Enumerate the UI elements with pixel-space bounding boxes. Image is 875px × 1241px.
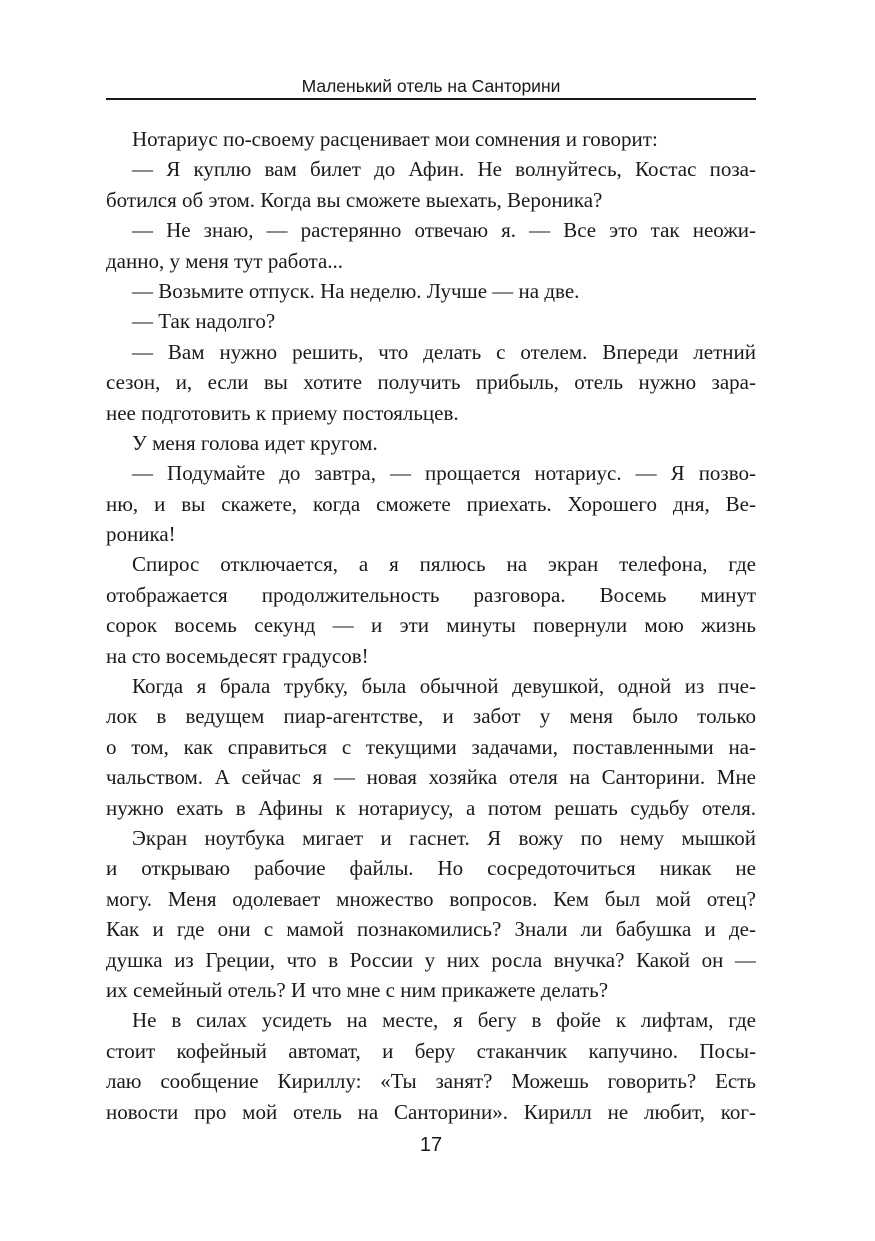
text-line: чальством. А сейчас я — новая хозяйка отеля на Санторини. Мне	[106, 765, 756, 790]
text-line: Когда я брала трубку, была обычной девушкой, одной из пче-	[132, 674, 756, 699]
page-number: 17	[419, 1134, 443, 1156]
text-line: Не в силах усидеть на месте, я бегу в фойе к лифтам, где	[132, 1008, 756, 1033]
text-line: — Я куплю вам билет до Афин. Не волнуйтесь, Костас поза-	[132, 157, 756, 182]
text-line: — Так надолго?	[132, 309, 276, 334]
text-line: — Подумайте до завтра, — прощается нотариус. — Я позво-	[132, 461, 756, 486]
text-line: сезон, и, если вы хотите получить прибыль, отель нужно зара-	[106, 370, 756, 395]
text-line: и открываю рабочие файлы. Но сосредоточиться никак не	[106, 856, 756, 881]
running-title: Маленький отель на Санторини	[301, 76, 561, 96]
text-line: сорок восемь секунд — и эти минуты повернули мою жизнь	[106, 613, 756, 638]
text-line: У меня голова идет кругом.	[132, 430, 378, 455]
text-line: о том, как справиться с текущими задачами, поставленными на-	[106, 734, 756, 759]
text-line: — Не знаю, — растерянно отвечаю я. — Все это так неожи-	[132, 218, 756, 243]
text-line: нее подготовить к приему постояльцев.	[106, 400, 459, 425]
text-line: Нотариус по-своему расценивает мои сомнения и говорит:	[132, 127, 658, 151]
text-line: стоит кофейный автомат, и беру стаканчик капучино. Посы-	[106, 1038, 756, 1063]
text-line: данно, у меня тут работа...	[106, 248, 344, 273]
text-line: нужно ехать в Афины к нотариусу, а потом решать судьбу отеля.	[106, 795, 756, 820]
text-line: отображается продолжительность разговора. Восемь минут	[106, 582, 756, 607]
text-line: на сто восемьдесят градусов!	[106, 643, 369, 668]
text-line: Как и где они с мамой познакомились? Знали ли бабушка и де-	[106, 917, 756, 942]
header-rule	[106, 98, 756, 100]
text-line: лок в ведущем пиар-агентстве, и забот у меня было только	[106, 704, 756, 729]
text-line: Экран ноутбука мигает и гаснет. Я вожу по нему мышкой	[132, 825, 756, 850]
text-line: — Вам нужно решить, что делать с отелем. Впереди летний	[132, 339, 756, 364]
text-line: новости про мой отель на Санторини». Кирилл не любит, ког-	[106, 1099, 756, 1124]
text-line: душка из Греции, что в России у них росла внучка? Какой он —	[106, 947, 756, 972]
text-line: ню, и вы скажете, когда сможете приехать. Хорошего дня, Ве-	[106, 491, 756, 516]
text-line: — Возьмите отпуск. На неделю. Лучше — на две.	[132, 278, 580, 303]
text-line: ботился об этом. Когда вы сможете выехать, Вероника?	[106, 187, 603, 212]
text-line: лаю сообщение Кириллу: «Ты занят? Можешь говорить? Есть	[106, 1069, 756, 1094]
text-line: Спирос отключается, а я пялюсь на экран телефона, где	[132, 552, 756, 577]
text-line: роника!	[106, 522, 176, 547]
text-line: их семейный отель? И что мне с ним прикажете делать?	[106, 977, 609, 1002]
body-text	[106, 124, 756, 1127]
text-line: могу. Меня одолевает множество вопросов. Кем был мой отец?	[106, 886, 756, 911]
